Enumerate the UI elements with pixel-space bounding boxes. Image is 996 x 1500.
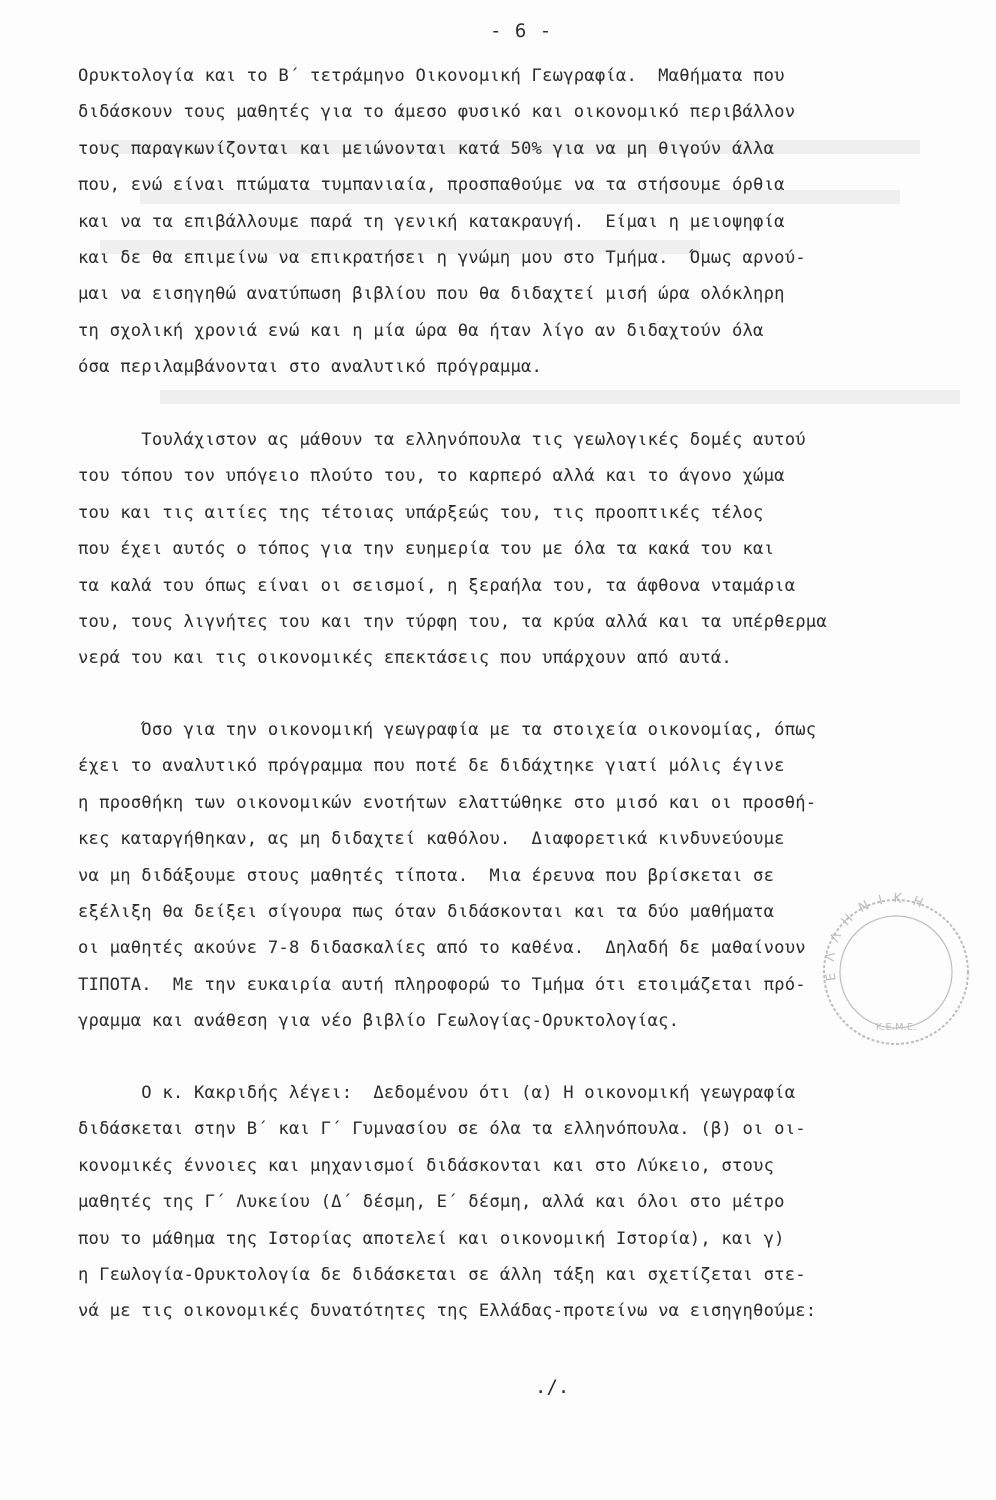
text-line: εξέλιξη θα δείξει σίγουρα πως όταν διδάσκονται και τα δύο μαθήματα [78, 901, 775, 922]
text-line: η προσθήκη των οικονομικών ενοτήτων ελαττώθηκε στο μισό και οι προσθή- [78, 792, 817, 813]
text-line: τους παραγκωνίζονται και μειώνονται κατά 50% για να μη θιγούν άλλα [78, 138, 775, 159]
svg-text:Ε Λ Λ Η Ν Ι Κ Η [823, 891, 928, 982]
page-number: - 6 - [490, 20, 553, 42]
text-line: διδάσκεται στην Β΄ και Γ΄ Γυμνασίου σε όλα τα ελληνόπουλα. (β) οι οι- [78, 1119, 806, 1140]
text-line: του και τις αιτίες της τέτοιας υπάρξεώς του, τις προοπτικές τέλος [78, 502, 764, 523]
text-line: κονομικές έννοιες και μηχανισμοί διδάσκονται και στο Λύκειο, στους [78, 1155, 775, 1176]
paragraph-1 [78, 58, 990, 386]
text-line: και να τα επιβάλλουμε παρά τη γενική κατακραυγή. Είμαι η μειοψηφία [78, 211, 785, 232]
text-line: και δε θα επιμείνω να επικρατήσει η γνώμη μου στο Τμήμα. Όμως αρνού- [78, 247, 806, 268]
text-line: που, ενώ είναι πτώματα τυμπανιαία, προσπαθούμε να τα στήσουμε όρθια [78, 175, 785, 196]
text-line: να μη διδάξουμε στους μαθητές τίποτα. Μια έρευνα που βρίσκεται σε [78, 865, 775, 886]
stamp-text-side: Κ.Ε.Μ.Ε. [875, 1022, 917, 1033]
text-line: νά με τις οικονομικές δυνατότητες της Ελλάδας-προτείνω να εισηγηθούμε: [78, 1301, 817, 1322]
text-line: του, τους λιγνήτες του και την τύρφη του, τα κρύα αλλά και τα υπέρθερμα [78, 611, 827, 632]
text-line: έχει το αναλυτικό πρόγραμμα που ποτέ δε διδάχτηκε γιατί μόλις έγινε [78, 756, 785, 777]
text-line: που έχει αυτός ο τόπος για την ευημερία του με όλα τα κακά του και [78, 539, 775, 560]
text-line: διδάσκουν τους μαθητές για το άμεσο φυσικό και οικονομικό περιβάλλον [78, 102, 796, 123]
text-line: κες καταργήθηκαν, ας μη διδαχτεί καθόλου. Διαφορετικά κινδυνεύουμε [78, 829, 785, 850]
text-line: Όσο για την οικονομική γεωγραφία με τα στοιχεία οικονομίας, όπως [78, 720, 817, 740]
text-line: που το μάθημα της Ιστορίας αποτελεί και οικονομική Ιστορία), και γ) [78, 1228, 785, 1249]
text-line: Τουλάχιστον ας μάθουν τα ελληνόπουλα τις γεωλογικές δομές αυτού [78, 430, 806, 450]
text-line: τη σχολική χρονιά ενώ και η μία ώρα θα ήταν λίγο αν διδαχτούν όλα [78, 320, 764, 341]
text-line: του τόπου τον υπόγειο πλούτο του, το καρπερό αλλά και το άγονο χώμα [78, 466, 785, 487]
text-line: μαι να εισηγηθώ ανατύπωση βιβλίου που θα διδαχτεί μισή ώρα ολόκληρη [78, 284, 785, 305]
paragraph-2 [78, 422, 990, 677]
continuation-mark: ./. [535, 1376, 570, 1398]
text-line: η Γεωλογία-Ορυκτολογία δε διδάσκεται σε άλλη τάξη και σχετίζεται στε- [78, 1264, 806, 1285]
paragraph-4 [78, 1075, 990, 1330]
official-stamp [808, 880, 984, 1056]
stamp-text-top: Ε Λ Λ Η Ν Ι Κ Η [822, 891, 928, 982]
text-line: γραμμα και ανάθεση για νέο βιβλίο Γεωλογίας-Ορυκτολογίας. [78, 1011, 680, 1032]
text-line: οι μαθητές ακούνε 7-8 διδασκαλίες από το καθένα. Δηλαδή δε μαθαίνουν [78, 938, 806, 959]
text-line: Ο κ. Κακριδής λέγει: Δεδομένου ότι (α) Η οικονομική γεωγραφία [78, 1083, 796, 1103]
text-line: νερά του και τις οικονομικές επεκτάσεις που υπάρχουν από αυτά. [78, 648, 732, 669]
text-line: Ορυκτολογία και το Β΄ τετράμηνο Οικονομική Γεωγραφία. Μαθήματα που [78, 66, 785, 86]
text-line: όσα περιλαμβάνονται στο αναλυτικό πρόγραμμα. [78, 357, 543, 378]
stamp-seal-icon [808, 880, 984, 1056]
text-line: μαθητές της Γ΄ Λυκείου (Δ΄ δέσμη, Ε΄ δέσμη, αλλά και όλοι στο μέτρο [78, 1192, 785, 1213]
text-line: τα καλά του όπως είναι οι σεισμοί, η ξεραήλα του, τα άφθονα νταμάρια [78, 575, 796, 596]
text-line: ΤΙΠΟΤΑ. Με την ευκαιρία αυτή πληροφορώ το Τμήμα ότι ετοιμάζεται πρό- [78, 974, 806, 995]
